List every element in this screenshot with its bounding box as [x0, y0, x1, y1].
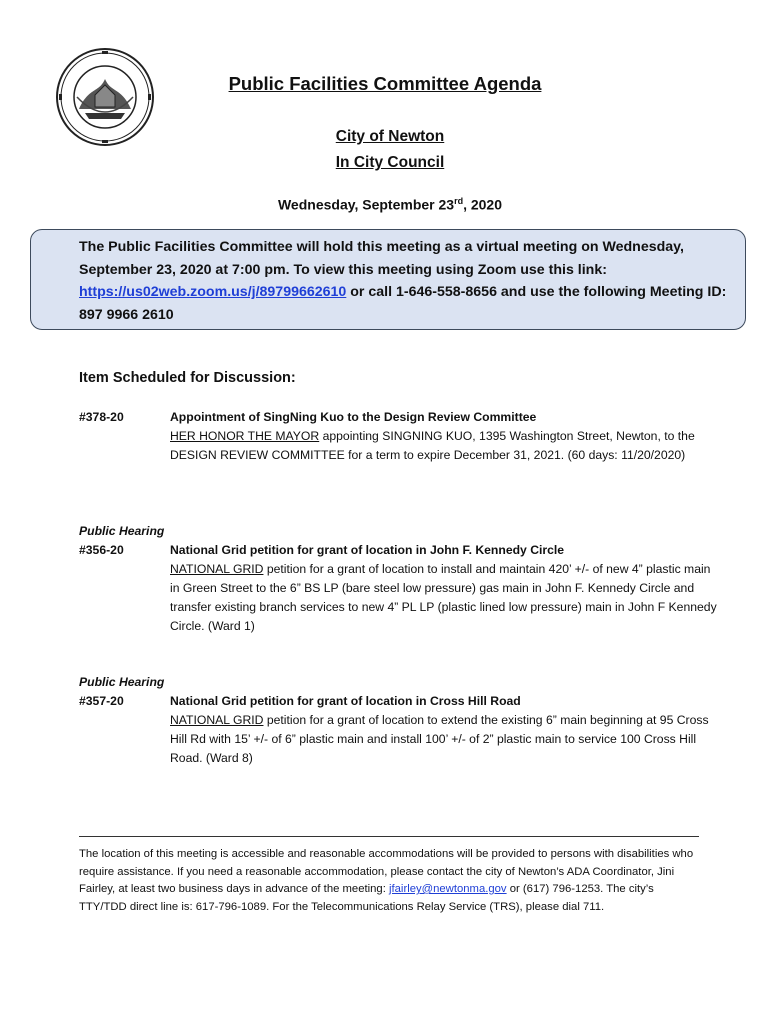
- item-title: National Grid petition for grant of location in John F. Kennedy Circle: [170, 543, 565, 557]
- agenda-item: [79, 522, 719, 636]
- notice-text-cont: or call 1-646-558-8656 and use the following Meeting ID: 897 9966 2610: [79, 284, 727, 323]
- public-hearing-label: Public Hearing: [79, 524, 165, 538]
- footer-divider: [79, 836, 699, 837]
- item-description: HER HONOR THE MAYOR appointing SINGNING KUO, 1395 Washington Street, Newton, to the DESIGN REVIEW COMMITTEE for a term to expire December 31, 2021. (60 days: 11/20/2020): [170, 429, 695, 462]
- item-sponsor: HER HONOR THE MAYOR: [170, 429, 320, 443]
- meeting-date: Wednesday, September 23rd, 2020: [277, 196, 503, 213]
- city-name: City of Newton: [335, 128, 445, 145]
- page-title: Public Facilities Committee Agenda: [228, 73, 542, 94]
- item-sponsor: NATIONAL GRID: [170, 713, 264, 727]
- item-description: NATIONAL GRID petition for a grant of location to install and maintain 420’ +/- of new 4” plastic main in Green Street to the 6” BS LP (bare steel low pressure) gas main in John F. Kennedy Circle and transfer existing branch services to new 4” PL LP (plastic lined low pressure) main in John F Kennedy Circle. (Ward 1): [170, 562, 717, 633]
- item-number: #378-20: [79, 410, 124, 424]
- item-number: #356-20: [79, 543, 124, 557]
- ada-email-link[interactable]: jfairley@newtonma.gov: [389, 883, 507, 895]
- item-number: #357-20: [79, 694, 124, 708]
- item-title: National Grid petition for grant of location in Cross Hill Road: [170, 694, 521, 708]
- item-sponsor: NATIONAL GRID: [170, 562, 264, 576]
- accessibility-footer: The location of this meeting is accessible and reasonable accommodations will be provided to persons with disabilities who require assistance. If you need a reasonable accommodation, please contact the city of Newton’s ADA Coordinator, Jini Fairley, at least two business days in advance of the meeting: jfairley@newtonma.gov or (617) 796-1253. The city’s TTY/TDD direct line is: 617-796-1089. For the Telecommunications Relay Service (TRS), please dial 711.: [79, 848, 694, 913]
- council-name: In City Council: [335, 154, 445, 171]
- zoom-link[interactable]: https://us02web.zoom.us/j/89799662610: [79, 284, 347, 300]
- item-title: Appointment of SingNing Kuo to the Design Review Committee: [170, 410, 537, 424]
- section-heading: Item Scheduled for Discussion:: [79, 370, 296, 386]
- agenda-item: [79, 408, 719, 465]
- public-hearing-label: Public Hearing: [79, 675, 165, 689]
- notice-text: The Public Facilities Committee will hold this meeting as a virtual meeting on Wednesday, September 23, 2020 at 7:00 pm. To view this meeting using Zoom use this link:: [79, 239, 684, 278]
- city-heading: [0, 124, 770, 176]
- virtual-meeting-notice: [30, 229, 746, 330]
- agenda-item: [79, 673, 719, 768]
- item-description: NATIONAL GRID petition for a grant of location to extend the existing 6” main beginning at 95 Cross Hill Rd with 15’ +/- of 6” plastic main and install 100’ +/- of 2” plastic main to service 100 Cross Hill Road. (Ward 8): [170, 713, 709, 765]
